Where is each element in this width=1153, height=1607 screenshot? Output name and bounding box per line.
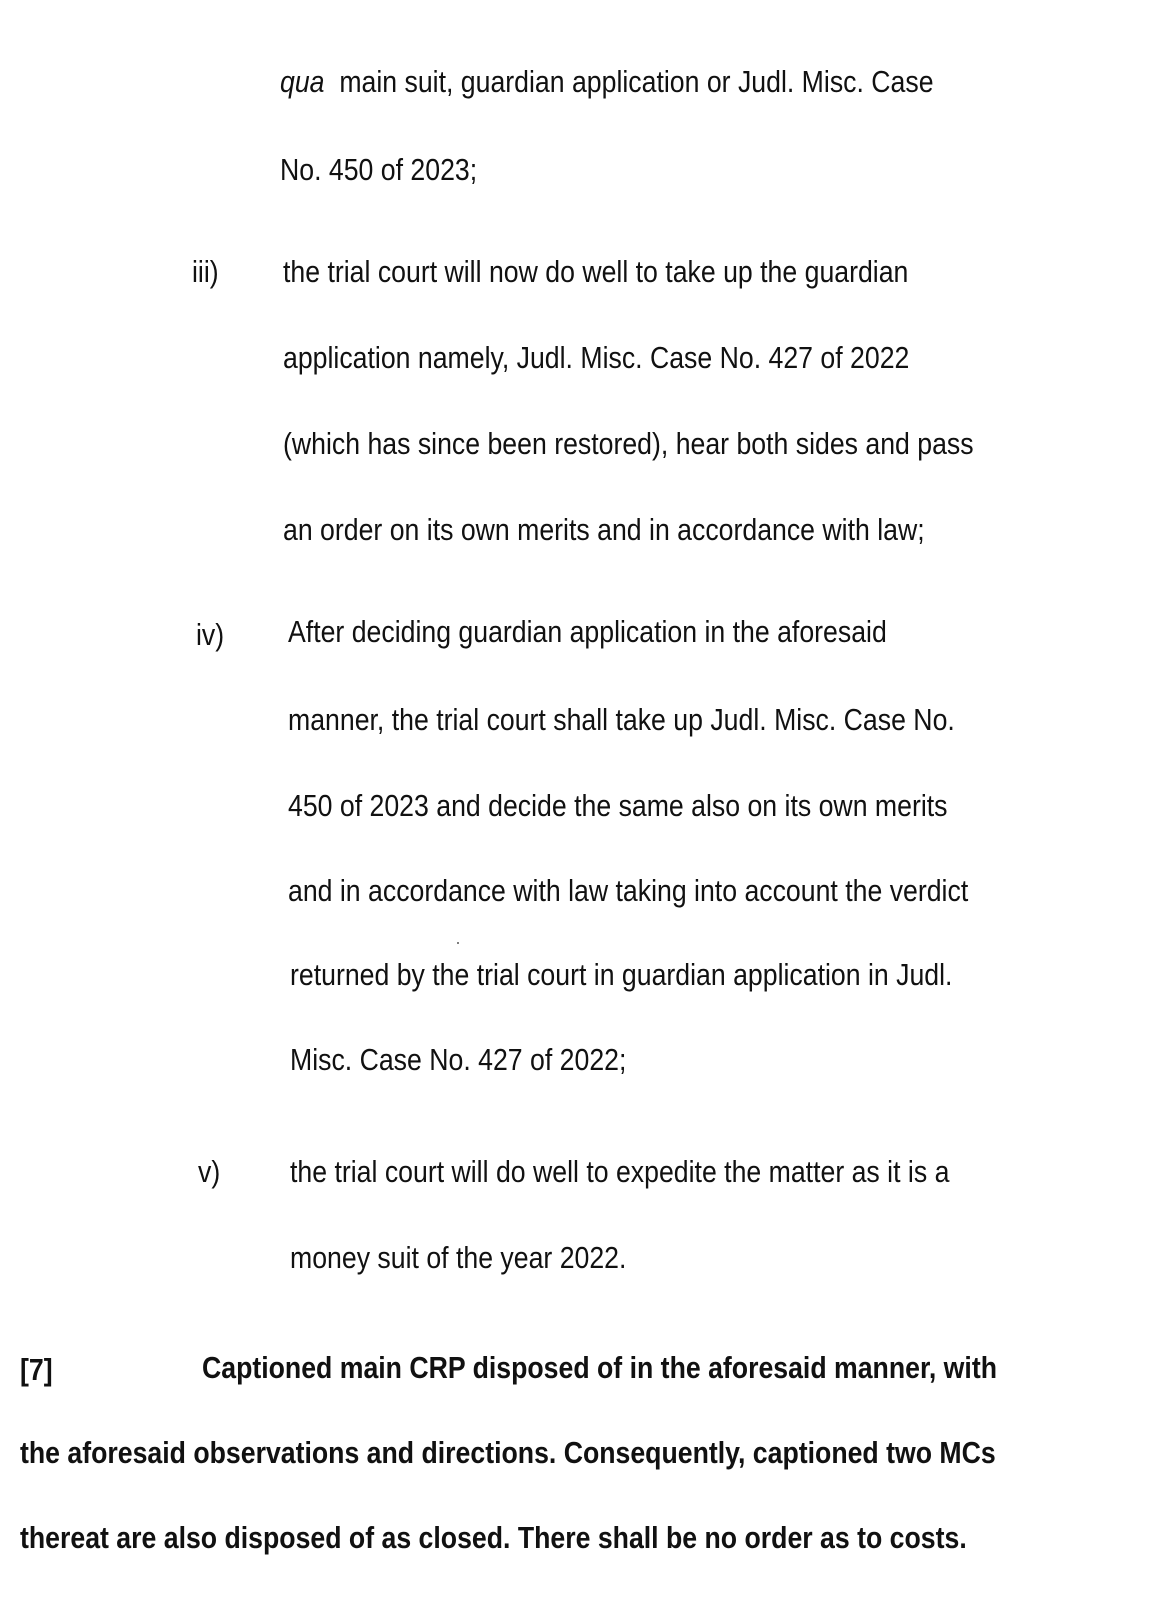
item-marker-iii: iii)	[192, 254, 219, 289]
item-marker-iv: iv)	[196, 617, 225, 652]
item-v-line-1: the trial court will do well to expedite the matter as it is a	[290, 1154, 950, 1189]
item-iii-line-4: an order on its own merits and in accordance with law;	[283, 512, 925, 547]
paragraph-7-line-3: thereat are also disposed of as closed. There shall be no order as to costs.	[20, 1520, 967, 1555]
item-iv-line-6: Misc. Case No. 427 of 2022;	[290, 1042, 627, 1077]
speck-mark	[457, 942, 459, 944]
continuation-line-1-text: main suit, guardian application or Judl. Misc. Case	[339, 64, 934, 99]
continuation-line-1	[280, 62, 934, 102]
item-iv-line-5: returned by the trial court in guardian application in Judl.	[290, 957, 953, 992]
paragraph-7-number: [7]	[20, 1352, 53, 1387]
item-marker-v: v)	[198, 1154, 221, 1189]
item-v-line-2: money suit of the year 2022.	[290, 1240, 627, 1275]
paragraph-7-line-1: Captioned main CRP disposed of in the aforesaid manner, with	[202, 1350, 997, 1385]
item-iv-line-2: manner, the trial court shall take up Judl. Misc. Case No.	[288, 702, 955, 737]
paragraph-7-line-2: the aforesaid observations and directions. Consequently, captioned two MCs	[20, 1435, 996, 1470]
item-iv-line-1: After deciding guardian application in the aforesaid	[288, 614, 887, 649]
item-iv-line-4: and in accordance with law taking into account the verdict	[288, 873, 969, 908]
italic-term: qua	[280, 64, 325, 99]
continuation-line-2: No. 450 of 2023;	[280, 152, 478, 187]
item-iii-line-3: (which has since been restored), hear both sides and pass	[283, 426, 974, 461]
item-iv-line-3: 450 of 2023 and decide the same also on its own merits	[288, 788, 948, 823]
item-iii-line-2: application namely, Judl. Misc. Case No. 427 of 2022	[283, 340, 910, 375]
item-iii-line-1: the trial court will now do well to take up the guardian	[283, 254, 909, 289]
